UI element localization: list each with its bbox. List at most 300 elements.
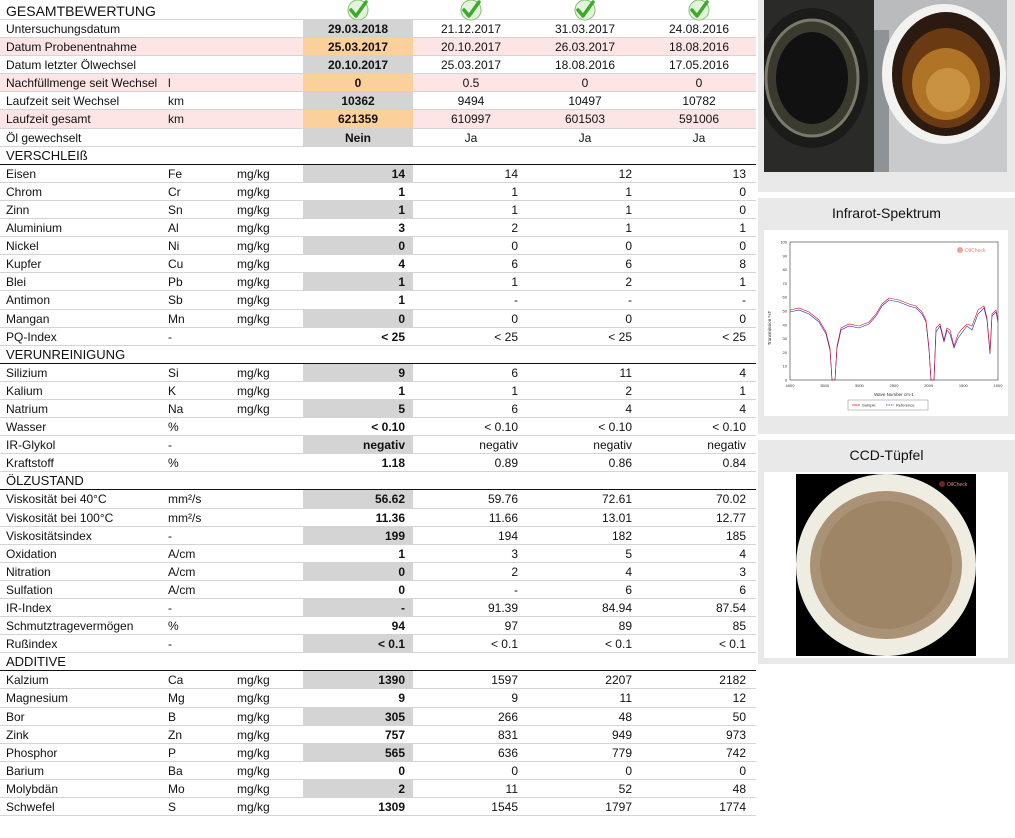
row-symbol: -	[168, 438, 172, 453]
table-row	[0, 617, 756, 635]
row-label: Wasser	[6, 420, 47, 435]
table-row	[0, 201, 756, 219]
ir-sample-line	[790, 298, 998, 380]
value-cell: Ja	[578, 130, 592, 145]
row-label: Kraftstoff	[6, 456, 54, 471]
row-label: Natrium	[6, 401, 49, 416]
value-cell: 12	[732, 691, 746, 706]
report-table	[0, 20, 756, 816]
ccd-spot-panel	[758, 440, 1015, 664]
row-symbol: Cr	[168, 184, 181, 199]
value-cell: 4	[739, 365, 746, 380]
value-cell: 6	[511, 257, 518, 272]
value-cell: 52	[618, 781, 632, 796]
value-cell: < 25	[722, 329, 746, 344]
row-symbol: -	[168, 528, 172, 543]
row-unit: mg/kg	[237, 763, 270, 778]
value-cell: 0	[511, 311, 518, 326]
table-row	[0, 400, 756, 418]
value-cell: 0	[581, 76, 589, 91]
value-cell: 1	[511, 202, 518, 217]
table-row	[0, 527, 756, 545]
value-cell: 3	[511, 546, 518, 561]
row-symbol: km	[168, 112, 184, 127]
value-cell: 194	[497, 528, 518, 543]
value-cell: 4	[739, 401, 746, 416]
table-row	[0, 20, 756, 38]
value-cell: 12	[618, 166, 632, 181]
value-cell: 0	[739, 202, 746, 217]
row-label: Nickel	[6, 239, 39, 254]
row-unit: mg/kg	[237, 221, 270, 236]
value-cell: 1	[625, 202, 632, 217]
row-label: Phosphor	[6, 745, 58, 760]
value-cell: 18.08.2016	[668, 40, 730, 55]
value-cell: 266	[497, 709, 518, 724]
row-symbol: P	[168, 745, 177, 760]
row-unit: mg/kg	[237, 365, 270, 380]
ir-y-tick: 40	[782, 322, 787, 328]
row-label: Bor	[6, 709, 25, 724]
value-cell: negativ	[479, 438, 518, 453]
value-cell: 0.84	[722, 456, 746, 471]
value-cell: 14	[303, 165, 413, 182]
value-cell: 1	[739, 383, 746, 398]
value-cell: 8	[739, 257, 746, 272]
legend-reference: Reference	[896, 402, 915, 408]
check-icon	[573, 0, 597, 21]
row-symbol: -	[168, 601, 172, 615]
row-label: Nitration	[6, 564, 51, 579]
value-cell: 610997	[450, 112, 492, 127]
value-cell: < 0.1	[718, 637, 746, 652]
value-cell: 10782	[682, 94, 716, 109]
row-symbol: mm²/s	[168, 492, 202, 507]
check-icon	[459, 0, 483, 21]
value-cell: 9	[303, 364, 413, 381]
row-symbol: l	[168, 76, 171, 91]
row-symbol: -	[168, 637, 172, 652]
section-header	[0, 147, 756, 165]
row-label: Kalium	[6, 383, 43, 398]
row-label: Eisen	[6, 166, 37, 181]
value-cell: 48	[618, 709, 632, 724]
value-cell: 18.08.2016	[554, 58, 616, 73]
value-cell: < 0.10	[598, 420, 632, 435]
value-cell: 97	[504, 619, 518, 634]
ir-x-tick: 4000	[785, 383, 795, 388]
value-cell: 1774	[719, 800, 746, 815]
row-unit: mg/kg	[237, 727, 270, 742]
value-cell: < 0.1	[303, 635, 413, 652]
value-cell: 14	[504, 166, 518, 181]
value-cell: < 0.10	[484, 420, 518, 435]
value-cell: 591006	[678, 112, 720, 127]
value-cell: 0	[739, 239, 746, 254]
ir-y-tick: 60	[782, 294, 787, 300]
value-cell: 6	[511, 365, 518, 380]
row-label: Kalzium	[6, 673, 49, 688]
row-symbol: Al	[168, 221, 179, 236]
value-cell: 0	[303, 310, 413, 327]
value-cell: 1797	[605, 800, 632, 815]
table-row	[0, 56, 756, 74]
value-cell: 2	[303, 780, 413, 797]
value-cell: 11	[619, 691, 632, 706]
table-row	[0, 563, 756, 581]
value-cell: 1	[303, 273, 413, 290]
value-cell: 2207	[605, 673, 632, 688]
value-cell: 1545	[491, 800, 518, 815]
value-cell: 0	[398, 763, 405, 778]
ir-x-tick: 1500	[958, 383, 968, 388]
value-cell: 6	[511, 401, 518, 416]
value-cell: 25.03.2017	[440, 58, 502, 73]
table-row	[0, 255, 756, 273]
row-symbol: %	[168, 619, 179, 634]
value-cell: 0.5	[462, 76, 480, 91]
row-unit: mg/kg	[237, 202, 270, 217]
row-symbol: Ni	[168, 239, 180, 254]
value-cell: 48	[732, 781, 746, 796]
row-unit: mg/kg	[237, 166, 270, 181]
row-label: Barium	[6, 763, 45, 778]
value-cell: -	[742, 293, 746, 308]
row-symbol: A/cm	[168, 546, 196, 561]
row-label: Schmutztragevermögen	[6, 619, 134, 634]
value-cell: 20.10.2017	[303, 56, 413, 73]
value-cell: 4	[625, 401, 632, 416]
value-cell: negativ	[303, 436, 413, 453]
value-cell: 1	[398, 293, 405, 308]
value-cell: 11	[505, 781, 518, 796]
value-cell: 24.08.2016	[668, 22, 730, 36]
table-row	[0, 183, 756, 201]
row-label: Antimon	[6, 293, 51, 308]
value-cell: 2	[511, 564, 518, 579]
row-unit: mg/kg	[237, 257, 270, 272]
table-row	[0, 545, 756, 563]
table-row	[0, 490, 756, 508]
row-label: Blei	[6, 275, 27, 290]
table-row	[0, 744, 756, 762]
value-cell: 1.18	[381, 456, 405, 471]
table-row	[0, 328, 756, 346]
row-symbol: Ca	[168, 673, 184, 688]
table-row	[0, 454, 756, 472]
row-label: IR-Index	[6, 601, 52, 615]
row-symbol: Na	[168, 401, 184, 416]
table-row	[0, 635, 756, 653]
row-symbol: mm²/s	[168, 510, 202, 525]
table-row	[0, 310, 756, 328]
ir-x-axis-label: Wave Number cm-1	[874, 392, 914, 397]
value-cell: 0	[398, 582, 405, 597]
table-row	[0, 780, 756, 798]
row-symbol: %	[168, 420, 179, 435]
ir-y-tick: 0	[784, 377, 787, 383]
ir-y-tick: 10	[782, 363, 787, 369]
row-unit: mg/kg	[237, 745, 270, 760]
value-cell: < 25	[381, 329, 405, 344]
table-row	[0, 382, 756, 400]
value-cell: -	[514, 293, 518, 308]
ir-x-tick: 3500	[820, 383, 830, 388]
value-cell: < 25	[494, 329, 518, 344]
value-cell: 1597	[491, 673, 518, 688]
row-label: Nachfüllmenge seit Wechsel	[6, 76, 158, 91]
value-cell: 0	[303, 563, 413, 580]
table-row	[0, 74, 756, 92]
ir-y-tick: 70	[782, 280, 787, 286]
row-label: Viskosität bei 100°C	[6, 510, 114, 525]
ir-x-tick: 3000	[854, 383, 864, 388]
row-unit: mg/kg	[237, 311, 270, 326]
sample-photo-panel	[758, 0, 1015, 192]
row-symbol: Sn	[168, 202, 183, 217]
value-cell: 0	[511, 239, 518, 254]
value-cell: 0	[303, 74, 413, 91]
value-cell: 6	[739, 582, 746, 597]
value-cell: Ja	[464, 130, 478, 145]
table-row	[0, 509, 756, 527]
value-cell: 0	[739, 184, 746, 199]
value-cell: 1	[511, 184, 518, 199]
value-cell: 949	[611, 727, 632, 742]
value-cell: 185	[725, 528, 746, 543]
table-row	[0, 273, 756, 291]
value-cell: 9	[398, 691, 405, 706]
table-row	[0, 599, 756, 617]
row-symbol: Mg	[168, 691, 185, 706]
value-cell: 305	[303, 708, 413, 725]
table-row	[0, 418, 756, 436]
table-row	[0, 581, 756, 599]
value-cell: 1	[625, 221, 632, 236]
value-cell: 6	[625, 582, 632, 597]
row-label: Viskositätsindex	[6, 528, 92, 543]
value-cell: 25.03.2017	[303, 38, 413, 55]
value-cell: 89	[618, 619, 632, 634]
value-cell: 72.61	[601, 492, 632, 507]
table-row	[0, 436, 756, 454]
value-cell: negativ	[707, 438, 746, 453]
row-unit: mg/kg	[237, 800, 270, 815]
value-cell: 565	[303, 744, 413, 761]
value-cell: 10362	[303, 92, 413, 109]
value-cell: 0	[695, 76, 703, 91]
check-icon	[687, 0, 711, 21]
value-cell: < 0.1	[604, 637, 632, 652]
value-cell: 11.36	[375, 510, 405, 525]
ccd-watermark: OilCheck	[947, 482, 968, 488]
row-label: Sulfation	[6, 582, 53, 597]
ir-y-axis-label: Transmission %T	[767, 310, 772, 346]
value-cell: 1	[511, 383, 518, 398]
value-cell: 94	[391, 619, 405, 634]
value-cell: 12.77	[715, 510, 746, 525]
overall-rating-title: GESAMTBEWERTUNG	[6, 3, 156, 19]
value-cell: 973	[725, 727, 746, 742]
row-label: Schwefel	[6, 800, 55, 815]
row-label: Öl gewechselt	[6, 130, 82, 145]
value-cell: 757	[384, 727, 405, 742]
section-title: VERSCHLEIß	[6, 147, 88, 163]
ir-reference-line	[790, 300, 998, 380]
value-cell: < 25	[608, 329, 632, 344]
value-cell: 779	[611, 745, 632, 760]
row-label: Zink	[6, 727, 29, 742]
value-cell: 0	[511, 763, 518, 778]
ccd-spot-image	[764, 472, 1008, 658]
section-title: VERUNREINIGUNG	[6, 346, 126, 362]
value-cell: < 0.10	[712, 420, 746, 435]
value-cell: 10497	[568, 94, 602, 109]
table-row	[0, 671, 756, 689]
table-row	[0, 798, 756, 816]
value-cell: 0	[625, 311, 632, 326]
row-symbol: %	[168, 456, 179, 471]
row-label: PQ-Index	[6, 329, 57, 344]
row-unit: mg/kg	[237, 275, 270, 290]
value-cell: 13	[732, 166, 746, 181]
value-cell: 0	[303, 237, 413, 254]
ir-y-tick: 90	[782, 253, 787, 259]
check-icon	[346, 0, 370, 21]
value-cell: 0	[739, 763, 746, 778]
value-cell: Ja	[692, 130, 706, 145]
overall-rating-row	[0, 0, 756, 20]
ir-watermark: OilCheck	[965, 248, 986, 254]
value-cell: 1	[511, 275, 518, 290]
value-cell: 1	[625, 184, 632, 199]
row-symbol: Zn	[168, 727, 183, 742]
ir-spectrum-panel	[758, 198, 1015, 434]
value-cell: 4	[398, 257, 405, 272]
value-cell: 5	[303, 400, 413, 417]
value-cell: 1	[303, 201, 413, 218]
row-label: Rußindex	[6, 637, 58, 652]
row-label: Molybdän	[6, 781, 59, 796]
value-cell: 2	[625, 275, 632, 290]
section-header	[0, 653, 756, 671]
value-cell: 1	[398, 383, 405, 398]
value-cell: 2	[511, 221, 518, 236]
value-cell: 11	[619, 365, 632, 380]
row-symbol: K	[168, 383, 177, 398]
ir-spectrum-title: Infrarot-Spektrum	[832, 205, 941, 221]
row-label: Mangan	[6, 311, 50, 326]
row-label: Zinn	[6, 202, 30, 217]
row-symbol: A/cm	[168, 564, 196, 579]
row-symbol: -	[168, 329, 172, 344]
value-cell: 11.66	[488, 510, 518, 525]
row-label: Silizium	[6, 365, 48, 380]
row-symbol: Si	[168, 365, 179, 380]
value-cell: -	[303, 599, 413, 616]
value-cell: 70.02	[715, 492, 746, 507]
value-cell: 85	[732, 619, 746, 634]
row-label: Oxidation	[6, 546, 57, 561]
row-label: Laufzeit seit Wechsel	[6, 94, 120, 109]
row-symbol: Mn	[168, 311, 185, 326]
value-cell: 29.03.2018	[303, 20, 413, 37]
row-label: IR-Glykol	[6, 438, 56, 453]
value-cell: 3	[739, 564, 746, 579]
value-cell: 636	[497, 745, 518, 760]
value-cell: 87.54	[715, 601, 746, 615]
ccd-spot-title: CCD-Tüpfel	[849, 447, 924, 463]
row-symbol: Mo	[168, 781, 185, 796]
value-cell: 0.86	[608, 456, 632, 471]
row-symbol: Ba	[168, 763, 183, 778]
section-title: ADDITIVE	[6, 654, 66, 670]
ir-x-tick: 1000	[993, 383, 1003, 388]
section-title: ÖLZUSTAND	[6, 473, 84, 489]
value-cell: 31.03.2017	[554, 22, 616, 36]
row-label: Laufzeit gesamt	[6, 112, 91, 127]
value-cell: 9	[511, 691, 518, 706]
row-symbol: Pb	[168, 275, 183, 290]
value-cell: 0	[625, 763, 632, 778]
value-cell: 4	[625, 564, 632, 579]
table-row	[0, 38, 756, 56]
value-cell: 50	[732, 709, 746, 724]
legend-sample: Sample	[862, 402, 876, 408]
ir-x-tick: 2500	[889, 383, 899, 388]
row-unit: mg/kg	[237, 383, 270, 398]
value-cell: 59.76	[487, 492, 518, 507]
row-label: Viskosität bei 40°C	[6, 492, 107, 507]
row-label: Datum Probenentnahme	[6, 40, 137, 55]
row-unit: mg/kg	[237, 401, 270, 416]
value-cell: 9494	[457, 94, 485, 109]
value-cell: 199	[303, 527, 413, 544]
section-header	[0, 346, 756, 364]
table-row	[0, 708, 756, 726]
row-symbol: A/cm	[168, 582, 196, 597]
value-cell: < 0.1	[490, 637, 518, 652]
value-cell: 26.03.2017	[554, 40, 616, 55]
value-cell: 0.89	[494, 456, 518, 471]
value-cell: 0	[739, 311, 746, 326]
row-unit: mg/kg	[237, 293, 270, 308]
row-unit: mg/kg	[237, 239, 270, 254]
table-row	[0, 762, 756, 780]
value-cell: -	[628, 293, 632, 308]
value-cell: 2182	[719, 673, 746, 688]
row-label: Untersuchungsdatum	[6, 22, 121, 36]
row-label: Aluminium	[6, 221, 63, 236]
value-cell: 742	[725, 745, 746, 760]
table-row	[0, 110, 756, 128]
value-cell: Nein	[303, 129, 413, 146]
value-cell: 831	[497, 727, 518, 742]
row-symbol: S	[168, 800, 177, 815]
row-symbol: Sb	[168, 293, 183, 308]
row-unit: mg/kg	[237, 184, 270, 199]
value-cell: 4	[739, 546, 746, 561]
value-cell: 3	[398, 221, 405, 236]
row-unit: mg/kg	[237, 673, 270, 688]
value-cell: 5	[625, 546, 632, 561]
value-cell: 2	[625, 383, 632, 398]
ir-spectrum-chart	[764, 230, 1008, 416]
value-cell: 1	[398, 546, 405, 561]
section-header	[0, 472, 756, 490]
row-unit: mg/kg	[237, 691, 270, 706]
table-row	[0, 689, 756, 707]
